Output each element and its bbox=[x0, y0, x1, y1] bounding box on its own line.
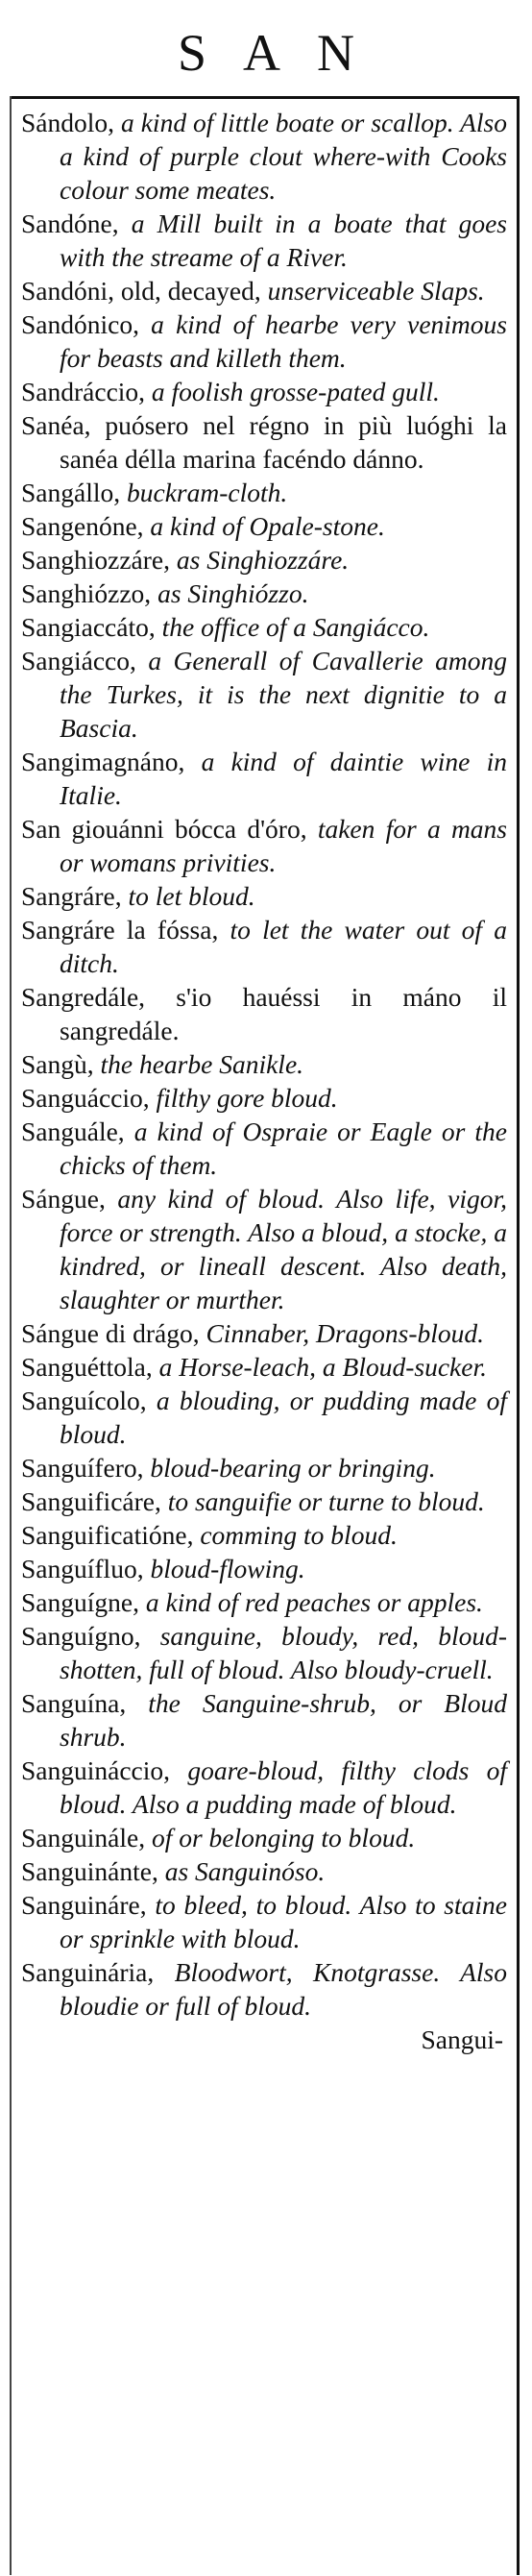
entry-headword: Sangráre la fóssa, bbox=[21, 915, 219, 945]
dictionary-entry bbox=[21, 1484, 507, 1518]
dictionary-entry bbox=[21, 1384, 507, 1451]
entry-headword: Sangimagnáno, bbox=[21, 747, 185, 776]
entry-headword: Sanguéttola, bbox=[21, 1352, 153, 1382]
entry-definition: as Singhiozzáre. bbox=[176, 545, 350, 575]
entry-headword: Sanguále, bbox=[21, 1116, 125, 1146]
entry-definition: as Sanguinóso. bbox=[164, 1856, 326, 1886]
dictionary-entry bbox=[21, 1754, 507, 1821]
entry-definition: Cinnaber, Dragons-bloud. bbox=[206, 1318, 484, 1348]
catchword: Sangui- bbox=[421, 2024, 503, 2054]
entry-headword: Sangiaccáto, bbox=[21, 612, 156, 642]
dictionary-entry bbox=[21, 577, 507, 610]
dictionary-entry bbox=[21, 307, 507, 375]
entry-headword: Sanguificáre, bbox=[21, 1486, 161, 1516]
entry-list bbox=[21, 106, 507, 2056]
entry-definition: taken for a mans or womans privities. bbox=[60, 814, 508, 877]
entry-definition: to sanguifie or turne to bloud. bbox=[167, 1486, 485, 1516]
dictionary-entry bbox=[21, 1854, 507, 1888]
dictionary-entry bbox=[21, 106, 507, 207]
entry-headword: Sanéa, puósero nel régno in più luóghi la sanéa délla marina facéndo dánno. bbox=[21, 410, 507, 474]
entry-headword: Sándolo, bbox=[21, 108, 115, 137]
entry-headword: Sanguificatióne, bbox=[21, 1520, 194, 1550]
entry-definition: filthy gore bloud. bbox=[156, 1083, 338, 1113]
entry-headword: Sanguináre, bbox=[21, 1890, 147, 1920]
entry-headword: Sanghiózzo, bbox=[21, 578, 152, 608]
dictionary-entry bbox=[21, 812, 507, 879]
dictionary-entry bbox=[21, 1518, 507, 1552]
dictionary-entry bbox=[21, 476, 507, 509]
entry-headword: Sangù, bbox=[21, 1049, 94, 1079]
entry-definition: a kind of Ospraie or Eagle or the chicks of them. bbox=[60, 1116, 507, 1180]
dictionary-entry bbox=[21, 1821, 507, 1854]
entry-definition: the hearbe Sanikle. bbox=[100, 1049, 304, 1079]
entry-definition: of or belonging to bloud. bbox=[151, 1823, 416, 1852]
dictionary-entry bbox=[21, 980, 507, 1047]
entry-headword: Sangráre, bbox=[21, 881, 122, 911]
entry-definition: a kind of red peaches or apples. bbox=[145, 1587, 483, 1617]
entry-headword: Sanguífero, bbox=[21, 1453, 144, 1483]
entry-headword: Sanguinária, bbox=[21, 1957, 155, 1987]
entry-definition: a Horse-leach, a Bloud-sucker. bbox=[158, 1352, 487, 1382]
entry-headword: Sángue, bbox=[21, 1184, 106, 1214]
entry-headword: Sanguinále, bbox=[21, 1823, 146, 1852]
dictionary-entry bbox=[21, 274, 507, 307]
dictionary-entry bbox=[21, 745, 507, 812]
left-rule bbox=[10, 96, 12, 2575]
entry-definition: comming to bloud. bbox=[200, 1520, 398, 1550]
entry-headword: Sángue di drágo, bbox=[21, 1318, 200, 1348]
entry-definition: to bleed, to bloud. Also to staine or sprinkle with bloud. bbox=[60, 1890, 507, 1953]
entry-headword: Sanguígne, bbox=[21, 1587, 139, 1617]
entry-headword: San giouánni bócca d'óro, bbox=[21, 814, 307, 844]
dictionary-entry bbox=[21, 879, 507, 913]
dictionary-entry bbox=[21, 543, 507, 577]
dictionary-entry bbox=[21, 207, 507, 274]
entry-headword: Sangállo, bbox=[21, 478, 121, 507]
entry-definition: a Mill built in a boate that goes with the streame of a River. bbox=[60, 209, 507, 272]
entry-definition: a kind of Opale-stone. bbox=[150, 511, 385, 541]
entry-definition: a Generall of Cavallerie among the Turkes, it is the next dignitie to a Bascia. bbox=[60, 646, 507, 743]
dictionary-entry bbox=[21, 1115, 507, 1182]
entry-headword: Sanguígno, bbox=[21, 1621, 141, 1651]
dictionary-entry bbox=[21, 610, 507, 644]
entry-definition: a kind of little boate or scallop. Also a kind of purple clout where-with Cooks colour some meates. bbox=[60, 108, 507, 205]
entry-definition: a kind of hearbe very venimous for beasts and killeth them. bbox=[60, 309, 507, 373]
dictionary-entry bbox=[21, 375, 507, 408]
dictionary-entry bbox=[21, 1552, 507, 1585]
dictionary-entry bbox=[21, 408, 507, 476]
entry-headword: Sandóne, bbox=[21, 209, 119, 238]
right-rule bbox=[517, 96, 520, 2575]
entry-headword: Sangredále, s'io hauéssi in máno il sangredále. bbox=[21, 982, 507, 1045]
entry-definition: any kind of bloud. Also life, vigor, force or strength. Also a bloud, a stocke, a kindred, or lineall descent. Also death, slaughter or murther. bbox=[60, 1184, 507, 1314]
page-header: SAN bbox=[177, 24, 392, 82]
entry-headword: Sandráccio, bbox=[21, 377, 146, 406]
entry-definition: as Singhiózzo. bbox=[157, 578, 309, 608]
entry-definition: to let the water out of a ditch. bbox=[60, 915, 507, 978]
entry-headword: Sanguináccio, bbox=[21, 1755, 171, 1785]
entry-headword: Sanguícolo, bbox=[21, 1386, 147, 1415]
dictionary-entry bbox=[21, 1585, 507, 1619]
entry-headword: Sanguína, bbox=[21, 1688, 127, 1718]
dictionary-entry bbox=[21, 1182, 507, 1316]
entry-headword: Sangiácco, bbox=[21, 646, 136, 675]
entry-definition: Bloodwort, Knotgrasse. Also bloudie or full of bloud. bbox=[60, 1957, 508, 2021]
entry-definition: unserviceable Slaps. bbox=[267, 276, 485, 306]
entry-headword: Sanguáccio, bbox=[21, 1083, 150, 1113]
top-rule bbox=[10, 96, 519, 99]
entry-definition: bloud-flowing. bbox=[150, 1554, 305, 1583]
entry-headword: Sanghiozzáre, bbox=[21, 545, 170, 575]
entry-definition: the Sanguine-shrub, or Bloud shrub. bbox=[60, 1688, 507, 1752]
dictionary-entry bbox=[21, 913, 507, 980]
dictionary-entry bbox=[21, 1955, 507, 2023]
entry-definition: bloud-bearing or bringing. bbox=[150, 1453, 436, 1483]
dictionary-entry bbox=[21, 1316, 507, 1350]
entry-headword: Sandóni, old, decayed, bbox=[21, 276, 261, 306]
dictionary-entry bbox=[21, 1047, 507, 1081]
entry-definition: goare-bloud, filthy clods of bloud. Also a pudding made of bloud. bbox=[60, 1755, 507, 1819]
entry-headword: Sandónico, bbox=[21, 309, 139, 339]
entry-headword: Sangenóne, bbox=[21, 511, 144, 541]
dictionary-entry bbox=[21, 1081, 507, 1115]
entry-headword: Sanguífluo, bbox=[21, 1554, 144, 1583]
entry-definition: buckram-cloth. bbox=[127, 478, 288, 507]
entry-definition: sanguine, bloudy, red, bloud-shotten, full of bloud. Also bloudy-cruell. bbox=[60, 1621, 508, 1684]
entry-headword: Sanguinánte, bbox=[21, 1856, 158, 1886]
dictionary-entry bbox=[21, 1619, 507, 1686]
dictionary-entry bbox=[21, 1350, 507, 1384]
entry-definition: the office of a Sangiácco. bbox=[161, 612, 430, 642]
entry-definition: to let bloud. bbox=[128, 881, 255, 911]
entry-definition: a foolish grosse-pated gull. bbox=[151, 377, 440, 406]
dictionary-entry bbox=[21, 1451, 507, 1484]
entry-definition: a blouding, or pudding made of bloud. bbox=[60, 1386, 507, 1449]
dictionary-entry bbox=[21, 1686, 507, 1754]
dictionary-entry bbox=[21, 1888, 507, 1955]
entry-definition: a kind of daintie wine in Italie. bbox=[60, 747, 507, 810]
dictionary-entry bbox=[21, 509, 507, 543]
dictionary-entry bbox=[21, 644, 507, 745]
